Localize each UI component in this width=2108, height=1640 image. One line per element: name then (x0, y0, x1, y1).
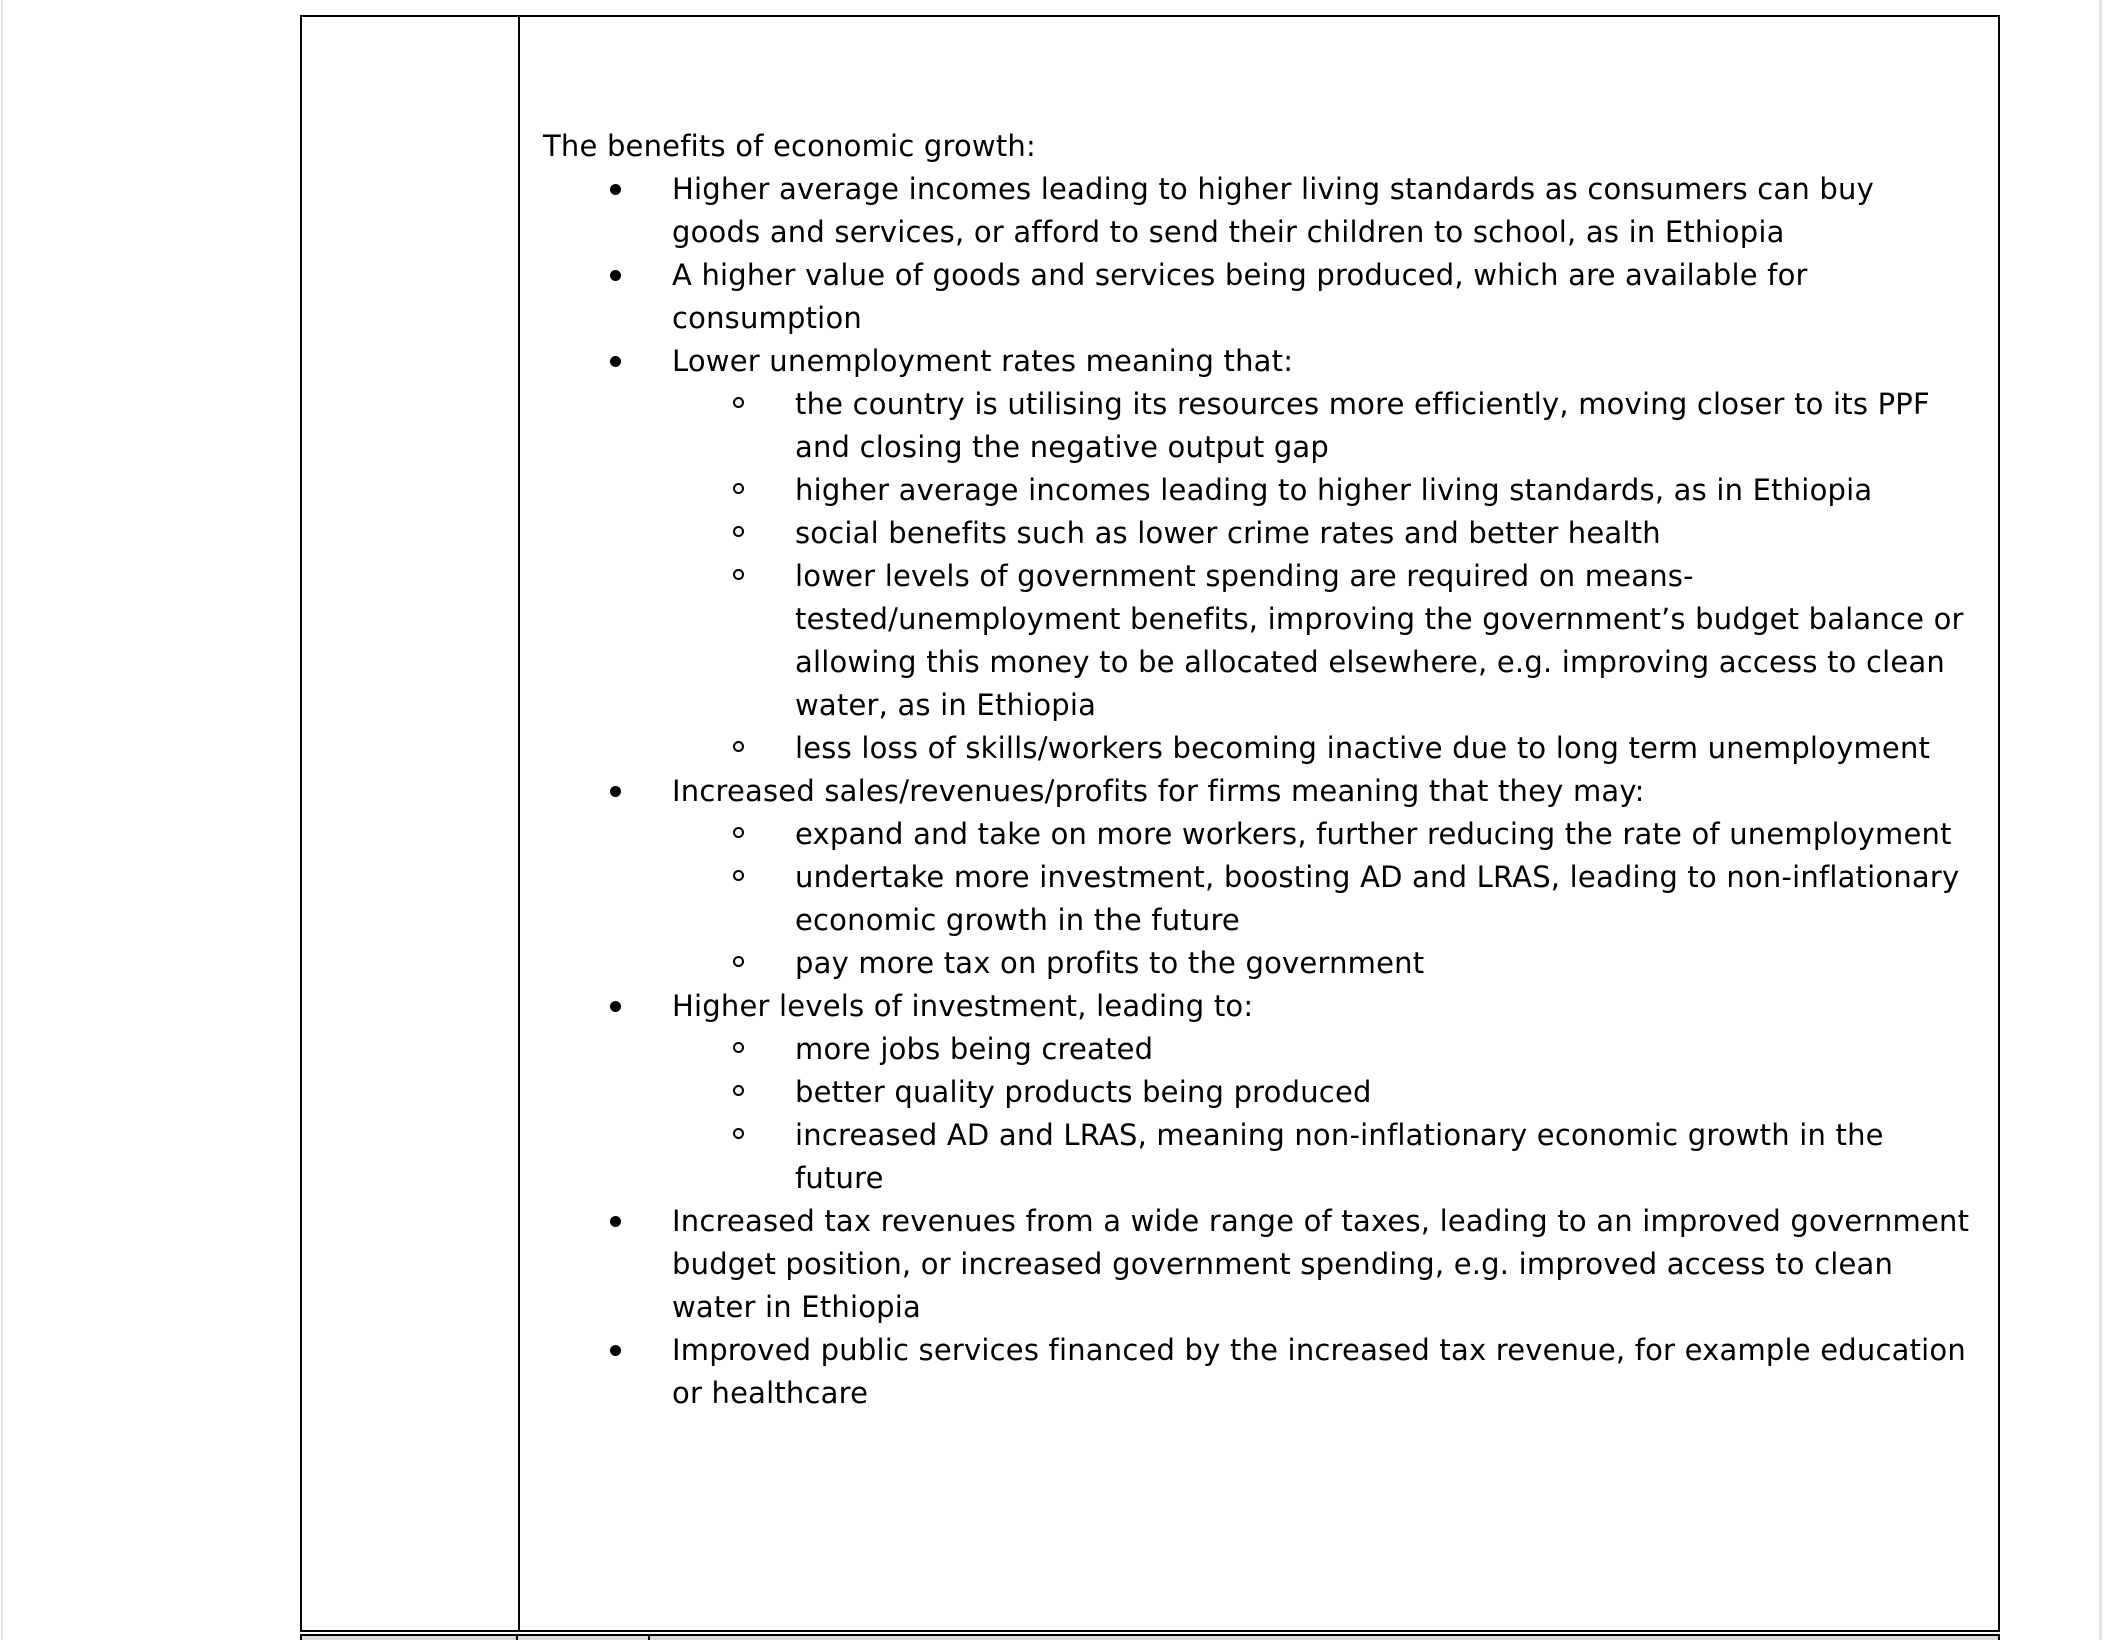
bullet-list (543, 168, 1970, 1415)
bullet-text: Lower unemployment rates meaning that: (672, 344, 1294, 378)
next-row-cell (302, 1636, 518, 1640)
sub-bullet-item (543, 813, 1970, 856)
bullet-icon (610, 184, 621, 195)
sub-bullet-item (543, 1071, 1970, 1114)
circle-bullet-icon (733, 397, 744, 408)
bullet-text: Increased sales/revenues/profits for firms meaning that they may: (672, 774, 1645, 808)
circle-bullet-icon (733, 741, 744, 752)
sub-bullet-item (543, 727, 1970, 770)
sub-bullet-text: expand and take on more workers, further reducing the rate of unemployment (795, 817, 1952, 851)
bullet-text: Increased tax revenues from a wide range of taxes, leading to an improved government budget position, or increased government spending, e.g. improved access to clean water in Ethiopia (672, 1204, 1970, 1324)
circle-bullet-icon (733, 569, 744, 580)
next-row-cell (518, 1636, 650, 1640)
circle-bullet-icon (733, 526, 744, 537)
bullet-item (543, 1200, 1970, 1329)
sub-bullet-text: undertake more investment, boosting AD and LRAS, leading to non-inflationary economic growth in the future (795, 860, 1960, 937)
bullet-item (543, 254, 1970, 340)
next-row-cell (650, 1636, 1998, 1640)
bullet-item (543, 770, 1970, 813)
circle-bullet-icon (733, 956, 744, 967)
sub-bullet-text: pay more tax on profits to the government (795, 946, 1425, 980)
sub-bullet-item (543, 555, 1970, 727)
sub-bullet-text: social benefits such as lower crime rates and better health (795, 516, 1661, 550)
bullet-icon (610, 356, 621, 367)
bullet-text: Higher average incomes leading to higher living standards as consumers can buy goods and services, or afford to send their children to school, as in Ethiopia (672, 172, 1874, 249)
bullet-icon (610, 1345, 621, 1356)
bullet-item (543, 340, 1970, 383)
answer-intro-text: The benefits of economic growth: (543, 129, 1036, 163)
bullet-item (543, 1329, 1970, 1415)
sub-bullet-text: increased AD and LRAS, meaning non-inflationary economic growth in the future (795, 1118, 1884, 1195)
page-right-edge-divider (2099, 0, 2102, 1640)
circle-bullet-icon (733, 1128, 744, 1139)
sub-bullet-text: less loss of skills/workers becoming inactive due to long term unemployment (795, 731, 1931, 765)
bullet-item (543, 168, 1970, 254)
circle-bullet-icon (733, 870, 744, 881)
sub-bullet-text: better quality products being produced (795, 1075, 1372, 1109)
circle-bullet-icon (733, 1085, 744, 1096)
sub-bullet-item (543, 1028, 1970, 1071)
sub-bullet-text: higher average incomes leading to higher living standards, as in Ethiopia (795, 473, 1873, 507)
bullet-icon (610, 1001, 621, 1012)
bullet-icon (610, 786, 621, 797)
sub-bullet-text: the country is utilising its resources more efficiently, moving closer to its PPF and closing the negative output gap (795, 387, 1930, 464)
bullet-icon (610, 270, 621, 281)
bullet-text: Higher levels of investment, leading to: (672, 989, 1254, 1023)
sub-bullet-item (543, 856, 1970, 942)
sub-bullet-item (543, 942, 1970, 985)
page-left-edge-divider (1, 0, 3, 1640)
table-left-cell-empty (302, 17, 520, 1630)
sub-bullet-text: lower levels of government spending are required on means-tested/unemployment benefits, improving the government’s budget balance or allowing this money to be allocated elsewhere, e.g. improving access to clean water, as in Ethiopia (795, 559, 1964, 722)
circle-bullet-icon (733, 483, 744, 494)
sub-bullet-item (543, 469, 1970, 512)
circle-bullet-icon (733, 1042, 744, 1053)
sub-bullet-item (543, 512, 1970, 555)
answer-cell (520, 17, 1998, 1630)
next-table-row-partial (300, 1634, 2000, 1640)
circle-bullet-icon (733, 827, 744, 838)
bullet-item (543, 985, 1970, 1028)
sub-bullet-text: more jobs being created (795, 1032, 1154, 1066)
bullet-text: A higher value of goods and services being produced, which are available for consumption (672, 258, 1808, 335)
bullet-icon (610, 1216, 621, 1227)
sub-bullet-item (543, 383, 1970, 469)
sub-bullet-item (543, 1114, 1970, 1200)
bullet-text: Improved public services financed by the increased tax revenue, for example education or healthcare (672, 1333, 1966, 1410)
table-row (300, 15, 2000, 1632)
mark-scheme-table (300, 15, 2000, 1632)
